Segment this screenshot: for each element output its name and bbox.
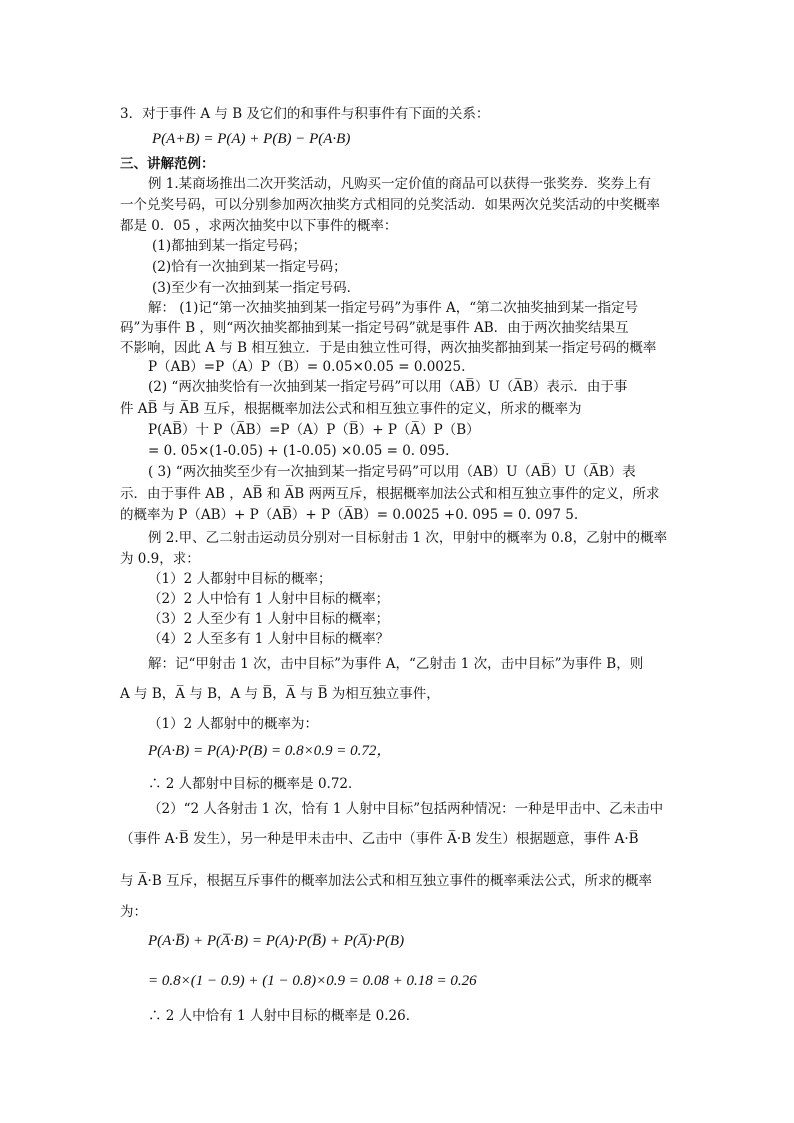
conclusion-line: ∴ 2 人中恰有 1 人射中目标的概率是 0.26．: [148, 1008, 420, 1024]
text-line: (2) “两次抽奖恰有一次抽到某一指定号码”可以用（AB̅）U（A̅B）表示．由于事: [148, 379, 628, 395]
question-item: （4）2 人至多有 1 人射中目标的概率？: [148, 631, 390, 647]
question-item: (2)恰有一次抽到某一指定号码；: [152, 259, 347, 275]
text-line: 示．由于事件 AB ，AB̅ 和 A̅B 两两互斥，根据概率加法公式和相互独立事件的定义，所求: [120, 486, 660, 502]
solution-line: 解： (1)记“第一次抽奖抽到某一指定号码”为事件 A，“第二次抽奖抽到某一指定号: [148, 300, 639, 316]
formula-line: P(A·B̅) + P(A̅·B) = P(A)·P(B̅) + P(A̅)·P(B): [148, 933, 405, 949]
solution-line: 解：记“甲射击 1 次，击中目标”为事件 A，“乙射击 1 次，击中目标”为事件 B，则: [148, 656, 644, 672]
formula-line: = 0.8×(1 − 0.9) + (1 − 0.8)×0.9 = 0.08 + 0.18 = 0.26: [148, 973, 477, 989]
question-item: (3)至少有一次抽到某一指定号码．: [152, 280, 361, 296]
section-heading: 三、讲解范例：: [120, 156, 215, 172]
formula-line: P（AB）=P（A）P（B）= 0.05×0.05 = 0.0025.: [148, 359, 466, 375]
formula-line: P(A+B) = P(A) + P(B) − P(A·B): [152, 131, 351, 147]
text-line: 与 A̅·B 互斥，根据互斥事件的概率加法公式和相互独立事件的概率乘法公式，所求的概率: [120, 873, 653, 889]
text-line: （事件 A·B̅ 发生），另一种是甲未击中、乙击中（事件 A̅·B 发生）根据题意，事件 A·B̅: [120, 831, 639, 847]
text-line: 不影响，因此 A 与 B 相互独立．于是由独立性可得，两次抽奖都抽到某一指定号码的概率: [120, 340, 657, 356]
text-line: 码”为事件 B ，则“两次抽奖都抽到某一指定号码”就是事件 AB．由于两次抽奖结果互: [120, 320, 629, 336]
question-item: （2）2 人中恰有 1 人射中目标的概率；: [148, 591, 390, 607]
question-item: （3）2 人至少有 1 人射中目标的概率；: [148, 611, 390, 627]
formula-line: = 0. 05×(1-0.05) + (1-0.05) ×0.05 = 0. 095.: [148, 443, 450, 459]
formula-line: 的概率为 P（AB）+ P（AB̅）+ P（A̅B）= 0.0025 +0. 095 = 0. 097 5.: [120, 507, 579, 523]
question-item: （1）2 人都射中目标的概率；: [148, 571, 332, 587]
formula-line: P(A·B) = P(A)·P(B) = 0.8×0.9 = 0.72，: [148, 743, 392, 759]
text-line: （1）2 人都射中的概率为：: [148, 716, 318, 732]
text-line: 为：: [120, 904, 147, 920]
formula-line: P(AB̅）十 P（A̅B）=P（A）P（B̅）+ P（A̅）P（B）: [148, 422, 480, 438]
question-item: (1)都抽到某一指定号码；: [152, 238, 307, 254]
example-1-line: 例 1.某商场推出二次开奖活动，凡购买一定价值的商品可以获得一张奖券．奖券上有: [148, 176, 652, 192]
text-line: 3．对于事件 A 与 B 及它们的和事件与积事件有下面的关系：: [120, 106, 490, 122]
text-line: 为 0.9，求：: [120, 551, 200, 567]
conclusion-line: ∴ 2 人都射中目标的概率是 0.72．: [148, 776, 362, 792]
text-line: （2）“2 人各射击 1 次，恰有 1 人射中目标”包括两种情况：一种是甲击中、乙未击中: [148, 801, 664, 817]
example-2-line: 例 2.甲、乙二射击运动员分别对一目标射击 1 次，甲射中的概率为 0.8，乙射中的概率: [148, 530, 668, 546]
text-line: 都是 0．05 ，求两次抽奖中以下事件的概率：: [120, 218, 398, 234]
text-line: 一个兑奖号码，可以分别参加两次抽奖方式相同的兑奖活动．如果两次兑奖活动的中奖概率: [120, 197, 660, 213]
text-line: ( 3) “两次抽奖至少有一次抽到某一指定号码”可以用（AB）U（AB̅）U（A̅B）表: [148, 464, 636, 480]
text-line: A 与 B，A̅ 与 B，A 与 B̅，A̅ 与 B̅ 为相互独立事件，: [120, 686, 440, 702]
text-line: 件 AB̅ 与 A̅B 互斥，根据概率加法公式和相互独立事件的定义，所求的概率为: [120, 401, 582, 417]
